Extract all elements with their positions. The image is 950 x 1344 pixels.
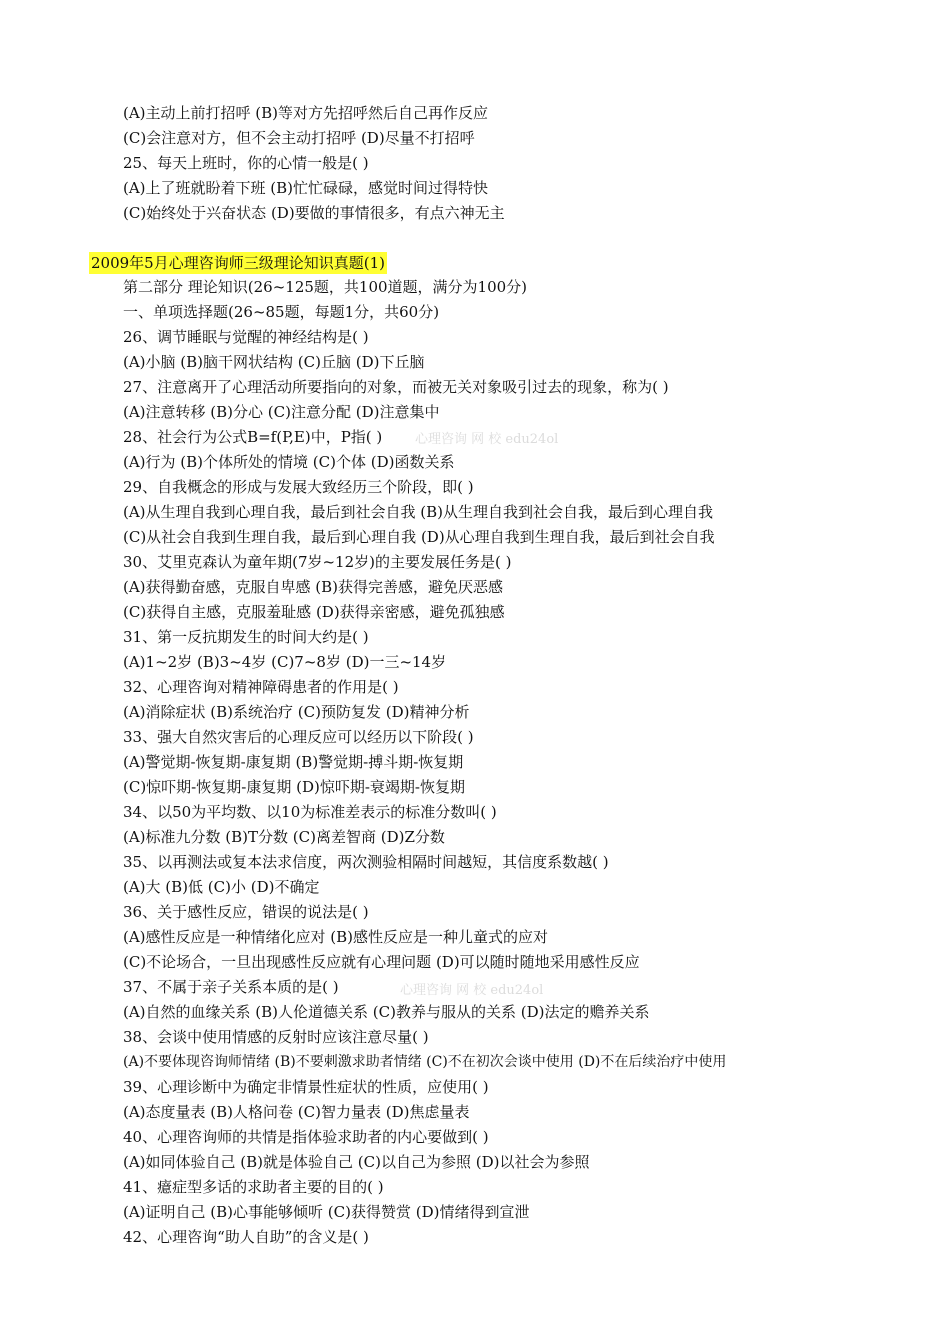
text-line: 35、以再测法或复本法求信度，两次测验相隔时间越短，其信度系数越( ): [123, 853, 609, 871]
watermark: 心理咨询 网 校 edu24ol: [400, 983, 544, 998]
watermark: 心理咨询 网 校 edu24ol: [415, 432, 559, 447]
text-line: 34、以50为平均数、以10为标准差表示的标准分数叫( ): [123, 803, 497, 821]
text-line: 25、每天上班时，你的心情一般是( ): [123, 154, 369, 172]
text-line: 40、心理咨询师的共情是指体验求助者的内心要做到( ): [123, 1128, 489, 1146]
text-line: 33、强大自然灾害后的心理反应可以经历以下阶段( ): [123, 728, 474, 746]
text-line: (C)获得自主感，克服羞耻感 (D)获得亲密感，避免孤独感: [123, 603, 505, 621]
text-line: (A)从生理自我到心理自我，最后到社会自我 (B)从生理自我到社会自我，最后到心理自我: [123, 503, 714, 521]
text-line: (C)始终处于兴奋状态 (D)要做的事情很多，有点六神无主: [123, 204, 505, 222]
text-line: 39、心理诊断中为确定非情景性症状的性质，应使用( ): [123, 1078, 489, 1096]
text-line: (A)警觉期-恢复期-康复期 (B)警觉期-搏斗期-恢复期: [123, 753, 464, 771]
text-line: (A)感性反应是一种情绪化应对 (B)感性反应是一种儿童式的应对: [123, 928, 549, 946]
text-line: (A)如同体验自己 (B)就是体验自己 (C)以自己为参照 (D)以社会为参照: [123, 1153, 590, 1171]
text-line: 第二部分 理论知识(26~125题，共100道题，满分为100分): [123, 278, 528, 296]
text-line: 41、癔症型多话的求助者主要的目的( ): [123, 1178, 384, 1196]
text-line: (C)不论场合，一旦出现感性反应就有心理问题 (D)可以随时随地采用感性反应: [123, 953, 640, 971]
text-line: 31、第一反抗期发生的时间大约是( ): [123, 628, 369, 646]
text-line: 27、注意离开了心理活动所要指向的对象，而被无关对象吸引过去的现象，称为( ): [123, 378, 669, 396]
text-line: 32、心理咨询对精神障碍患者的作用是( ): [123, 678, 399, 696]
text-line: 42、心理咨询“助人自助”的含义是( ): [123, 1228, 369, 1246]
text-line: (A)小脑 (B)脑干网状结构 (C)丘脑 (D)下丘脑: [123, 353, 425, 371]
text-line: (A)上了班就盼着下班 (B)忙忙碌碌，感觉时间过得特快: [123, 179, 489, 197]
text-line: 37、不属于亲子关系本质的是( ): [123, 978, 339, 996]
text-line: (A)证明自己 (B)心事能够倾听 (C)获得赞赏 (D)情绪得到宣泄: [123, 1203, 530, 1221]
text-line: (A)行为 (B)个体所处的情境 (C)个体 (D)函数关系: [123, 453, 455, 471]
text-line: (A)消除症状 (B)系统治疗 (C)预防复发 (D)精神分析: [123, 703, 470, 721]
text-line: 26、调节睡眠与觉醒的神经结构是( ): [123, 328, 369, 346]
text-line: (A)标准九分数 (B)T分数 (C)离差智商 (D)Z分数: [123, 828, 445, 846]
text-line: 30、艾里克森认为童年期(7岁~12岁)的主要发展任务是( ): [123, 553, 512, 571]
text-line: 36、关于感性反应，错误的说法是( ): [123, 903, 369, 921]
text-line: (A)主动上前打招呼 (B)等对方先招呼然后自己再作反应: [123, 104, 489, 122]
text-line: (A)1~2岁 (B)3~4岁 (C)7~8岁 (D)一三~14岁: [123, 653, 447, 671]
text-line: 28、社会行为公式B=f(P,E)中，P指( ): [123, 428, 383, 446]
text-line: 29、自我概念的形成与发展大致经历三个阶段，即( ): [123, 478, 474, 496]
text-line: 一、单项选择题(26~85题，每题1分，共60分): [123, 303, 440, 321]
text-line: (A)自然的血缘关系 (B)人伦道德关系 (C)教养与服从的关系 (D)法定的赡养关系: [123, 1003, 650, 1021]
text-line: (A)获得勤奋感，克服自卑感 (B)获得完善感，避免厌恶感: [123, 578, 504, 596]
text-line: 38、会谈中使用情感的反射时应该注意尽量( ): [123, 1028, 429, 1046]
text-line: (A)态度量表 (B)人格问卷 (C)智力量表 (D)焦虑量表: [123, 1103, 470, 1121]
text-line: (C)从社会自我到生理自我，最后到心理自我 (D)从心理自我到生理自我，最后到社会自我: [123, 528, 715, 546]
text-line: (A)不要体现咨询师情绪 (B)不要刺激求助者情绪 (C)不在初次会谈中使用 (D)不在后续治疗中使用: [123, 1054, 727, 1070]
text-line: (C)惊吓期-恢复期-康复期 (D)惊吓期-衰竭期-恢复期: [123, 778, 465, 796]
text-line: (A)注意转移 (B)分心 (C)注意分配 (D)注意集中: [123, 403, 440, 421]
text-line: (A)大 (B)低 (C)小 (D)不确定: [123, 878, 320, 896]
section-title: 2009年5月心理咨询师三级理论知识真题(1): [91, 254, 385, 272]
text-line: (C)会注意对方，但不会主动打招呼 (D)尽量不打招呼: [123, 129, 475, 147]
